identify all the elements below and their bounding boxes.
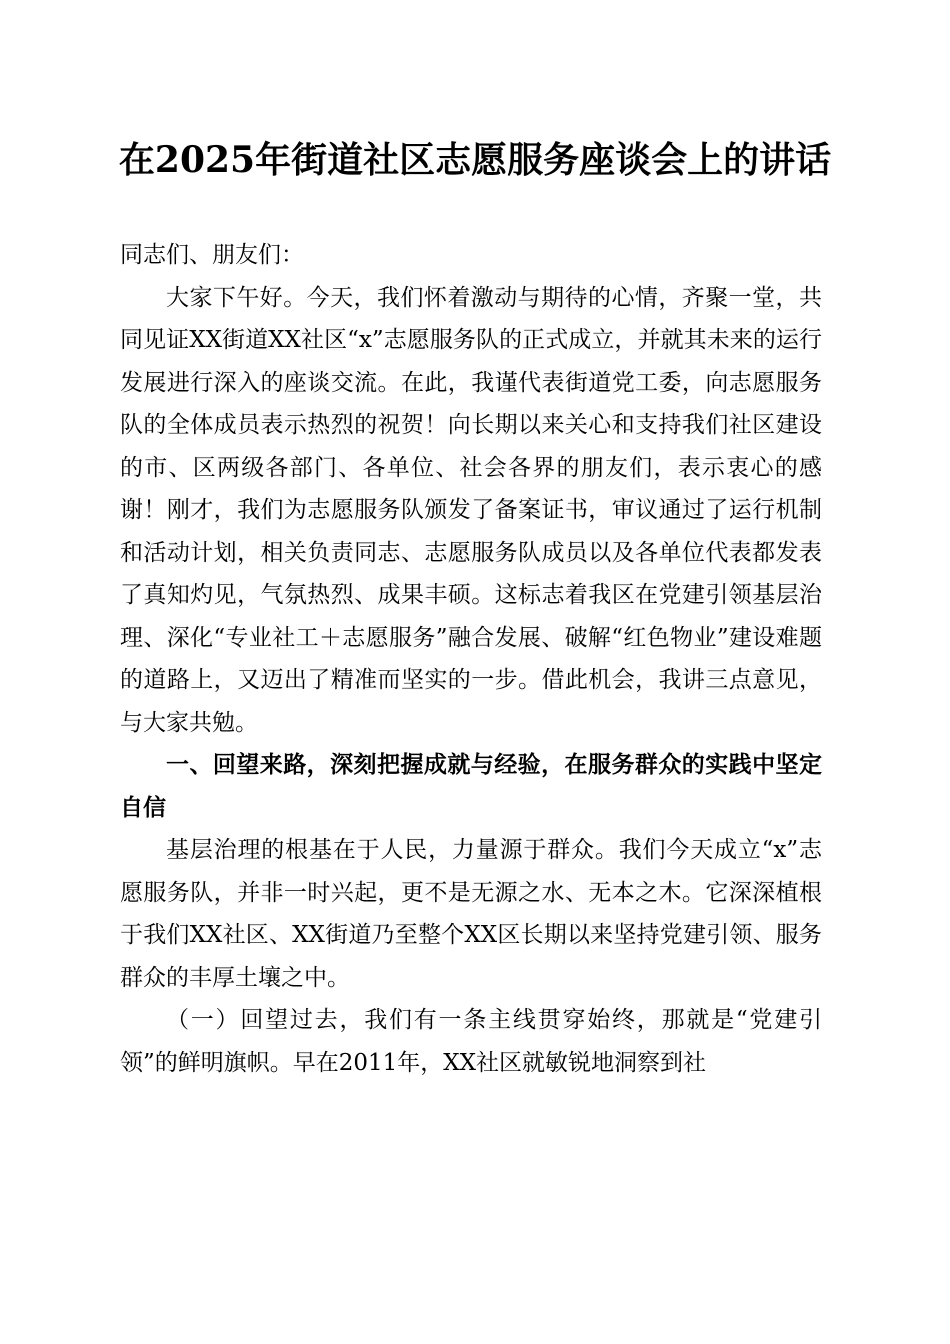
salutation: 同志们、朋友们：: [120, 242, 304, 268]
paragraph-opening: 大家下午好。今天，我们怀着激动与期待的心情，齐聚一堂，共同见证XX街道XX社区“x”志愿服务队的正式成立，并就其未来的运行发展进行深入的座谈交流。在此，我谨代表街道党工委，向志愿服务队的全体成员表示热烈的祝贺！向长期以来关心和支持我们社区建设的市、区两级各部门、各单位、社会各界的朋友们，表示衷心的感谢！刚才，我们为志愿服务队颁发了备案证书，审议通过了运行机制和活动计划，相关负责同志、志愿服务队成员以及各单位代表都发表了真知灼见，气氛热烈、成果丰硕。这标志着我区在党建引领基层治理、深化“专业社工＋志愿服务”融合发展、破解“红色物业”建设难题的道路上，又迈出了精准而坚实的一步。借此机会，我讲三点意见，与大家共勉。: [120, 284, 822, 736]
document-title: 在2025年街道社区志愿服务座谈会上的讲话: [118, 139, 832, 181]
section-heading-1: 一、回望来路，深刻把握成就与经验，在服务群众的实践中坚定自信: [120, 752, 822, 821]
paragraph-section-1-intro: 基层治理的根基在于人民，力量源于群众。我们今天成立“x”志愿服务队，并非一时兴起，更不是无源之水、无本之木。它深深植根于我们XX社区、XX街道乃至整个XX区长期以来坚持党建引领、服务群众的丰厚土壤之中。: [120, 837, 822, 991]
paragraph-subsection-1: （一）回望过去，我们有一条主线贯穿始终，那就是“党建引领”的鲜明旗帜。早在2011年，XX社区就敏锐地洞察到社: [120, 1007, 822, 1076]
document-body: [120, 234, 822, 1084]
